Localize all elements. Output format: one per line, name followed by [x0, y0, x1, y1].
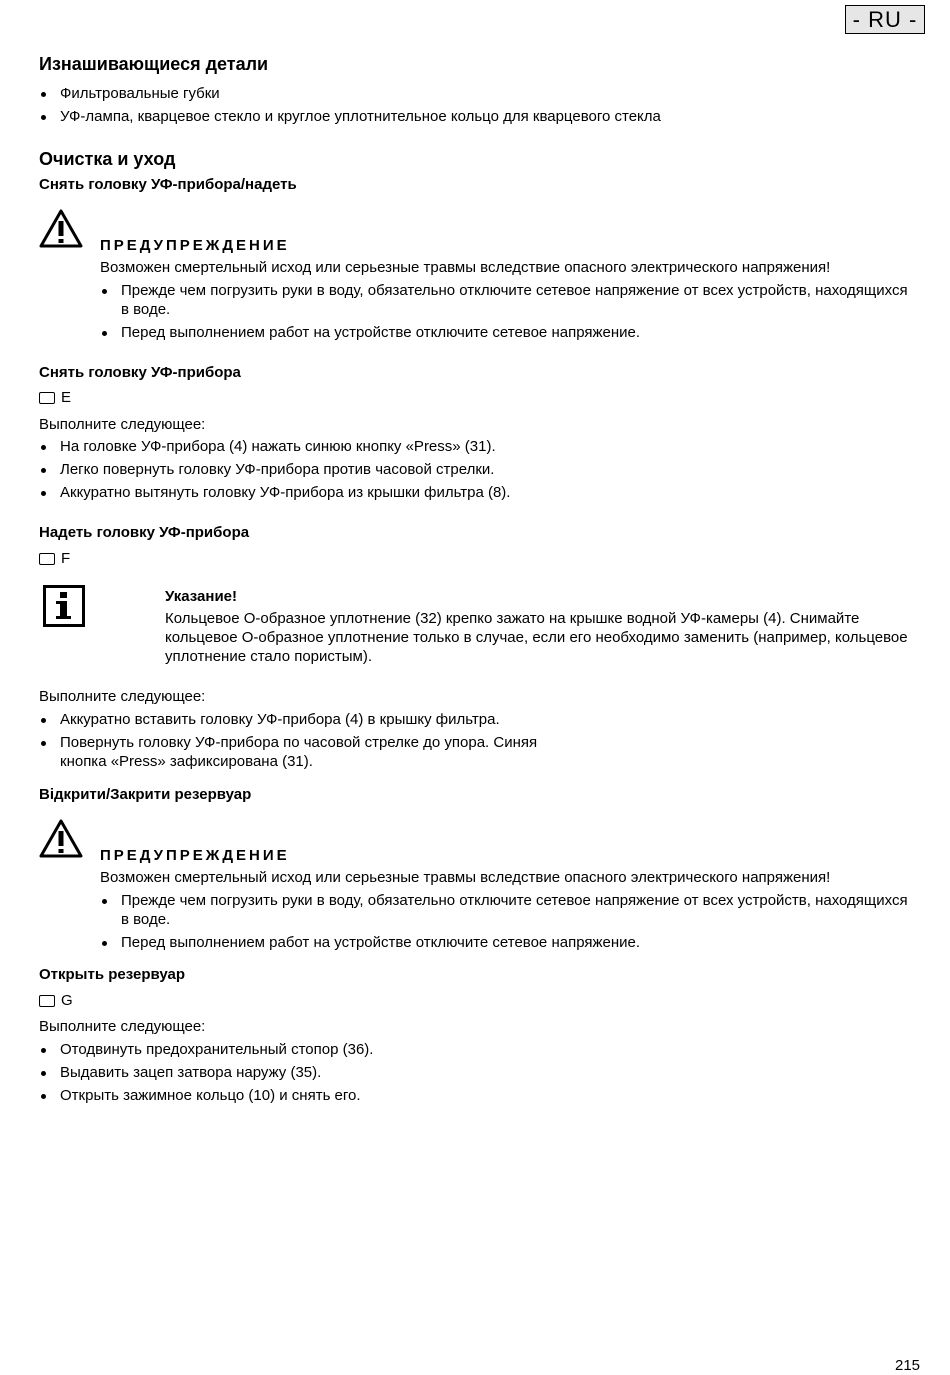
- wear-parts-list: [39, 84, 919, 130]
- list-item: Аккуратно вставить головку УФ-прибора (4) в крышку фильтра.: [39, 710, 579, 729]
- note-title: Указание!: [165, 588, 238, 605]
- section-title-wear-parts: Изнашивающиеся детали: [39, 54, 269, 74]
- list-item: Фильтровальные губки: [39, 84, 919, 103]
- note-text: Кольцевое O-образное уплотнение (32) крепко зажато на крышке водной УФ-камеры (4). Снимайте кольцевое O-образное уплотнение только в случае, если его необходимо заменить (например, кольцевое уплотнение стало пористым).: [165, 610, 908, 665]
- warning-title: ПРЕДУПРЕЖДЕНИЕ: [100, 237, 290, 254]
- list-item: Выдавить зацеп затвора наружу (35).: [39, 1063, 919, 1082]
- figure-letter: F: [61, 550, 71, 567]
- list-item: Аккуратно вытянуть головку УФ-прибора из крышки фильтра (8).: [39, 483, 919, 502]
- list-item: Прежде чем погрузить руки в воду, обязательно отключите сетевое напряжение от всех устройств, находящихся в воде.: [100, 281, 910, 319]
- warning-title: ПРЕДУПРЕЖДЕНИЕ: [100, 847, 290, 864]
- figure-icon: [39, 392, 55, 404]
- remove-uv-head-title: Снять головку УФ-прибора: [39, 364, 241, 381]
- figure-icon: [39, 553, 55, 565]
- language-badge: - RU -: [845, 5, 925, 34]
- info-icon: [43, 585, 85, 627]
- figure-letter: G: [61, 992, 73, 1009]
- list-item: Перед выполнением работ на устройстве отключите сетевое напряжение.: [100, 933, 910, 952]
- figure-reference: [39, 388, 71, 407]
- warning-list: [100, 281, 910, 346]
- list-item: Повернуть головку УФ-прибора по часовой стрелке до упора. Синяя кнопка «Press» зафиксирована (31).: [39, 733, 579, 771]
- tank-section-title: Відкрити/Закрити резервуар: [39, 786, 252, 803]
- steps-intro: Выполните следующее:: [39, 416, 206, 433]
- warning-triangle-icon: [39, 209, 83, 249]
- warning-list: [100, 891, 910, 956]
- section-title-cleaning: Очистка и уход: [39, 149, 176, 169]
- remove-steps-list: [39, 437, 919, 506]
- warning-text: Возможен смертельный исход или серьезные травмы вследствие опасного электрического напряжения!: [100, 869, 831, 886]
- section-subtitle-uv-head: Снять головку УФ-прибора/надеть: [39, 176, 297, 193]
- list-item: Прежде чем погрузить руки в воду, обязательно отключите сетевое напряжение от всех устройств, находящихся в воде.: [100, 891, 910, 929]
- list-item: Отодвинуть предохранительный стопор (36).: [39, 1040, 919, 1059]
- list-item: На головке УФ-прибора (4) нажать синюю кнопку «Press» (31).: [39, 437, 919, 456]
- open-tank-title: Открыть резервуар: [39, 966, 185, 983]
- figure-reference: [39, 549, 70, 568]
- list-item: Открыть зажимное кольцо (10) и снять его.: [39, 1086, 919, 1105]
- figure-icon: [39, 995, 55, 1007]
- list-item: Легко повернуть головку УФ-прибора против часовой стрелки.: [39, 460, 919, 479]
- attach-uv-head-title: Надеть головку УФ-прибора: [39, 524, 250, 541]
- warning-text: Возможен смертельный исход или серьезные травмы вследствие опасного электрического напряжения!: [100, 259, 831, 276]
- steps-intro: Выполните следующее:: [39, 1018, 206, 1035]
- attach-steps-list: [39, 710, 579, 775]
- list-item: Перед выполнением работ на устройстве отключите сетевое напряжение.: [100, 323, 910, 342]
- figure-letter: E: [61, 389, 72, 406]
- page-number: 215: [895, 1357, 921, 1374]
- open-tank-steps-list: [39, 1040, 919, 1109]
- list-item: УФ-лампа, кварцевое стекло и круглое уплотнительное кольцо для кварцевого стекла: [39, 107, 919, 126]
- figure-reference: [39, 991, 73, 1010]
- steps-intro: Выполните следующее:: [39, 688, 206, 705]
- warning-triangle-icon: [39, 819, 83, 859]
